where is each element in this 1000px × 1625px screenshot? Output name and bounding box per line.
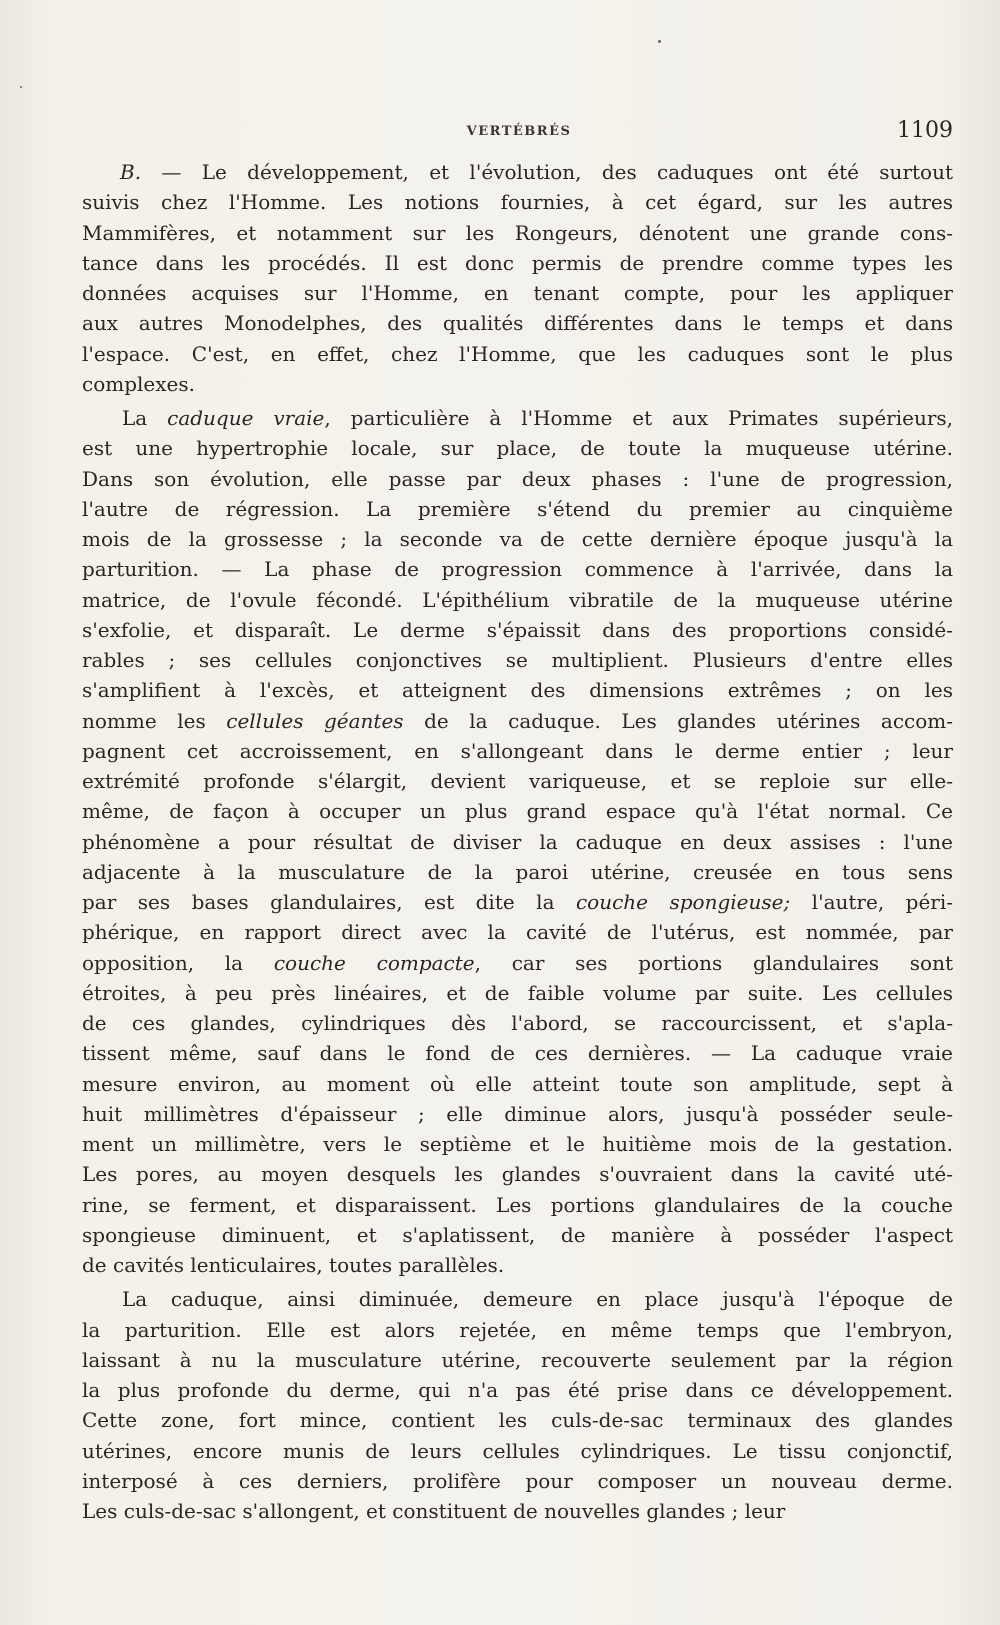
text-run: Les pores, au moyen desquels les glandes s'ouvraient dans la cavité uté- (82, 1162, 953, 1187)
text-run: Mammifères, et notamment sur les Rongeurs, dénotent une grande cons- (82, 220, 953, 245)
italic-term: caduque vraie (167, 406, 325, 430)
text-run: l'autre, péri- (790, 890, 953, 914)
text-run: spongieuse diminuent, et s'aplatissent, de manière à posséder l'aspect (82, 1222, 953, 1247)
text-line (82, 433, 953, 463)
text-run: s'amplifient à l'excès, et atteignent des dimensions extrêmes ; on les (82, 678, 953, 703)
text-line (82, 339, 953, 369)
text-run: par ses bases glandulaires, est dite la (82, 890, 576, 914)
text-line (82, 1129, 953, 1159)
text-line (82, 1220, 953, 1250)
text-line (82, 157, 953, 187)
text-line (82, 1250, 953, 1280)
text-line (82, 369, 953, 399)
text-run: Les culs-de-sac s'allongent, et constituent de nouvelles glandes ; leur (82, 1499, 786, 1523)
paragraph (82, 1284, 953, 1526)
text-line (82, 1345, 953, 1375)
paper-speck (658, 40, 661, 43)
text-line (82, 1496, 953, 1526)
text-run: complexes. (82, 371, 195, 396)
italic-term: cellules géantes (226, 708, 404, 733)
text-line (82, 917, 953, 947)
text-line (82, 1069, 953, 1099)
italic-term: couche spongieuse; (575, 890, 791, 914)
text-line (82, 278, 953, 308)
text-run: ment un millimètre, vers le septième et le huitième mois de la gestation. (82, 1132, 953, 1156)
text-run: Dans son évolution, elle passe par deux phases : l'une de progression, (82, 466, 953, 491)
text-run: de la caduque. Les glandes utérines accom- (403, 708, 953, 733)
text-run: pagnent cet accroissement, en s'allongeant dans le derme entier ; leur (82, 738, 953, 763)
text-line (82, 736, 953, 766)
text-run: étroites, à peu près linéaires, et de faible volume par suite. Les cellules (82, 980, 953, 1005)
text-line (82, 1159, 953, 1189)
text-run: de cavités lenticulaires, toutes parallèles. (82, 1253, 505, 1277)
text-line (82, 187, 953, 217)
text-line (82, 1038, 953, 1068)
text-run: la plus profonde du derme, qui n'a pas été prise dans ce développement. (82, 1378, 953, 1402)
text-run: La (122, 406, 168, 430)
text-line (82, 494, 953, 524)
text-line (82, 1436, 953, 1466)
italic-term: couche compacte (273, 950, 475, 975)
text-line (82, 1405, 953, 1435)
text-line (82, 308, 953, 338)
text-line (82, 978, 953, 1008)
text-line (82, 827, 953, 857)
text-run: extrémité profonde s'élargit, devient variqueuse, et se reploie sur elle- (82, 769, 953, 793)
text-run: données acquises sur l'Homme, en tenant compte, pour les appliquer (82, 281, 953, 305)
text-run: tance dans les procédés. Il est donc permis de prendre comme types les (82, 250, 953, 275)
text-line (82, 615, 953, 645)
text-run: La caduque, ainsi diminuée, demeure en place jusqu'à l'époque de (122, 1287, 953, 1312)
text-line (82, 464, 953, 494)
text-line (82, 675, 953, 705)
text-line (82, 1190, 953, 1220)
text-run: aux autres Monodelphes, des qualités différentes dans le temps et dans (82, 311, 953, 336)
text-line (82, 948, 953, 978)
text-run: tissent même, sauf dans le fond de ces dernières. — La caduque vraie (82, 1041, 953, 1066)
text-run: utérines, encore munis de leurs cellules cylindriques. Le tissu conjonctif, (82, 1438, 953, 1463)
text-run: interposé à ces derniers, prolifère pour composer un nouveau derme. (82, 1468, 953, 1493)
text-run: Cette zone, fort mince, contient les culs-de-sac terminaux des glandes (82, 1408, 953, 1433)
running-title: VERTÉBRÉS (466, 124, 572, 139)
text-run: adjacente à la musculature de la paroi utérine, creusée en tous sens (82, 859, 953, 884)
text-line (82, 1099, 953, 1129)
text-run: rables ; ses cellules conjonctives se multiplient. Plusieurs d'entre elles (82, 648, 953, 672)
text-run: , particulière à l'Homme et aux Primates supérieurs, (324, 406, 954, 430)
text-run: matrice, de l'ovule fécondé. L'épithélium vibratile de la muqueuse utérine (82, 587, 953, 612)
text-run: huit millimètres d'épaisseur ; elle diminue alors, jusqu'à posséder seule- (82, 1101, 953, 1126)
text-run: l'autre de régression. La première s'étend du premier au cinquième (82, 496, 953, 521)
text-run: parturition. — La phase de progression commence à l'arrivée, dans la (82, 557, 953, 582)
text-line (82, 1466, 953, 1496)
page-number: 1109 (897, 118, 953, 143)
text-run: — Le développement, et l'évolution, des caduques ont été surtout (141, 160, 953, 184)
text-line (82, 218, 953, 248)
text-line (82, 1315, 953, 1345)
text-line (82, 796, 953, 826)
text-run: rine, se ferment, et disparaissent. Les portions glandulaires de la couche (82, 1192, 953, 1217)
text-line (82, 248, 953, 278)
text-line (82, 1008, 953, 1038)
text-run: laissant à nu la musculature utérine, recouverte seulement par la région (82, 1347, 953, 1372)
text-line (82, 706, 953, 736)
paragraph (82, 157, 953, 399)
text-run: , car ses portions glandulaires sont (474, 950, 953, 975)
text-run: nomme les (82, 708, 227, 733)
text-line (82, 585, 953, 615)
text-line (82, 1375, 953, 1405)
paper-speck (20, 86, 22, 88)
text-run: mesure environ, au moment où elle atteint toute son amplitude, sept à (82, 1071, 953, 1096)
text-run: phérique, en rapport direct avec la cavité de l'utérus, est nommée, par (82, 920, 953, 945)
paragraph (82, 403, 953, 1280)
text-line (82, 524, 953, 554)
text-run: suivis chez l'Homme. Les notions fournies, à cet égard, sur les autres (82, 190, 953, 215)
text-run: opposition, la (82, 950, 274, 975)
text-line (82, 766, 953, 796)
page-header (85, 118, 953, 148)
text-run: mois de la grossesse ; la seconde va de cette dernière époque jusqu'à la (82, 527, 953, 551)
text-run: phénomène a pour résultat de diviser la caduque en deux assises : l'une (82, 829, 953, 854)
text-line (82, 1284, 953, 1314)
text-line (82, 887, 953, 917)
text-line (82, 645, 953, 675)
italic-term: B. (120, 160, 142, 184)
text-line (82, 857, 953, 887)
text-line (82, 403, 953, 433)
text-run: la parturition. Elle est alors rejetée, en même temps que l'embryon, (82, 1317, 953, 1342)
text-run: de ces glandes, cylindriques dès l'abord, se raccourcissent, et s'apla- (82, 1011, 953, 1035)
text-run: l'espace. C'est, en effet, chez l'Homme, que les caduques sont le plus (82, 341, 953, 366)
text-run: s'exfolie, et disparaît. Le derme s'épaissit dans des proportions considé- (82, 617, 953, 642)
text-line (82, 554, 953, 584)
text-run: est une hypertrophie locale, sur place, de toute la muqueuse utérine. (82, 436, 953, 461)
body-text (82, 157, 953, 1526)
text-run: même, de façon à occuper un plus grand espace qu'à l'état normal. Ce (82, 799, 953, 824)
